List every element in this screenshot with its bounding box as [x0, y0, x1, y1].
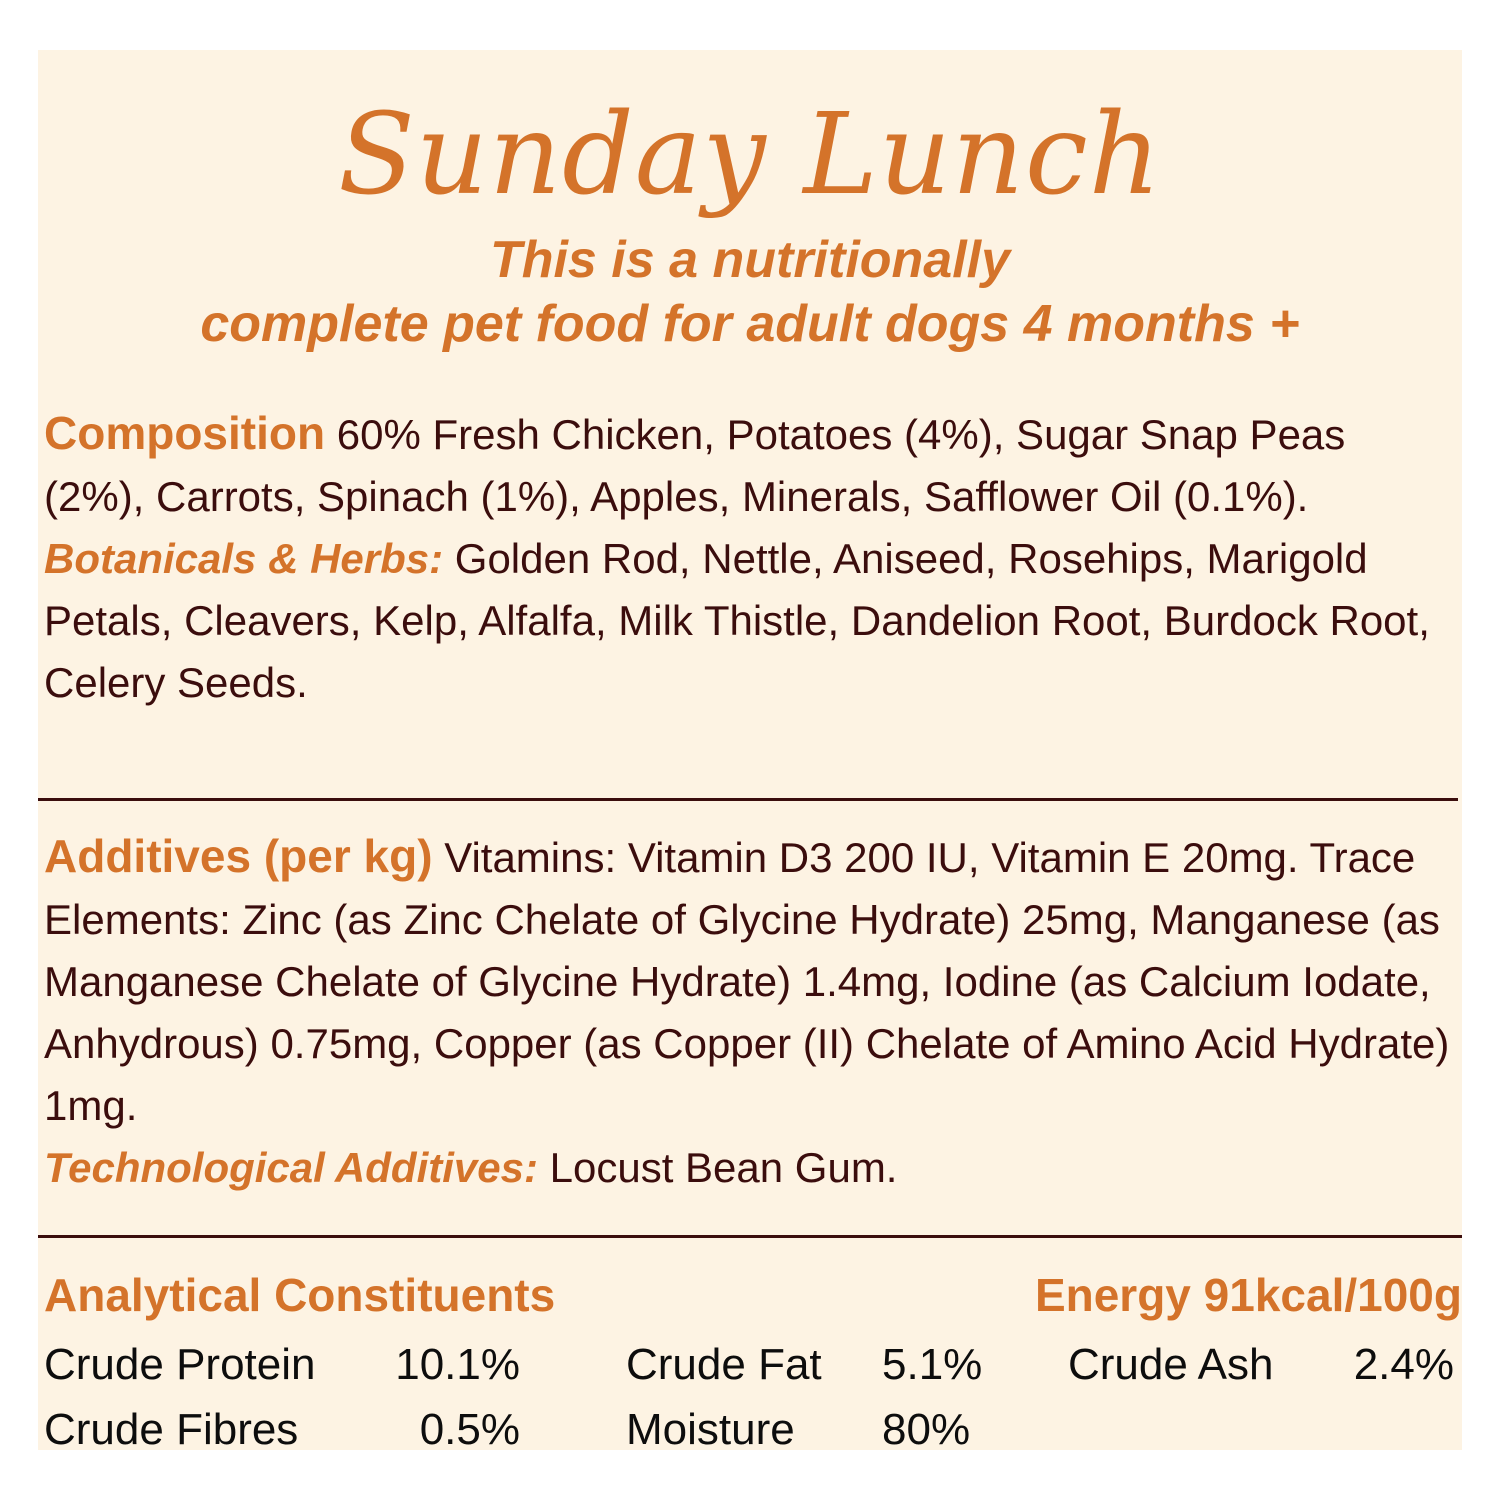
additives-text: Vitamins: Vitamin D3 200 IU, Vitamin E 20mg. Trace Elements: Zinc (as Zinc Chelate of Glycine Hydrate) 25mg, Manganese (as Manganese Chelate of Glycine Hydrate) 1.4mg, Iodine (as Calcium Iodate, Anhydrous) 0.75mg, Copper (as Copper (II) Chelate of Amino Acid Hydrate) 1mg.	[44, 834, 1450, 1129]
composition-heading: Composition	[44, 407, 326, 459]
constituent-value: 5.1%	[882, 1340, 983, 1389]
constituent-label: Moisture	[626, 1405, 795, 1454]
additives-section	[44, 825, 1454, 1199]
constituent-label: Crude Protein	[44, 1340, 316, 1389]
constituent-label: Crude Ash	[1068, 1340, 1274, 1389]
tech-additives-paragraph	[44, 1137, 1454, 1199]
subtitle-line-1: This is a nutritionally	[489, 231, 1011, 289]
additives-paragraph	[44, 825, 1454, 1137]
divider	[38, 1235, 1462, 1238]
composition-text: 60% Fresh Chicken, Potatoes (4%), Sugar Snap Peas (2%), Carrots, Spinach (1%), Apples, Minerals, Safflower Oil (0.1%).	[44, 411, 1346, 520]
botanicals-text: Golden Rod, Nettle, Aniseed, Rosehips, Marigold Petals, Cleavers, Kelp, Alfalfa, Milk Thistle, Dandelion Root, Burdock Root, Celery Seeds.	[44, 535, 1430, 706]
constituent-label: Crude Fat	[626, 1340, 822, 1389]
tech-additives-heading: Technological Additives:	[44, 1144, 538, 1191]
constituent-value: 10.1%	[395, 1340, 520, 1389]
product-subtitle	[38, 228, 1462, 356]
constituent-value: 2.4%	[1353, 1340, 1454, 1389]
additives-heading: Additives (per kg)	[44, 830, 433, 882]
label-panel	[38, 50, 1462, 1454]
subtitle-line-2: complete pet food for adult dogs 4 months +	[200, 295, 1300, 353]
constituent-value: 0.5%	[419, 1405, 520, 1454]
tech-additives-text: Locust Bean Gum.	[549, 1144, 898, 1191]
composition-paragraph	[44, 402, 1454, 528]
botanicals-heading: Botanicals & Herbs:	[44, 535, 444, 582]
constituent-value: 80%	[882, 1405, 971, 1454]
divider	[38, 798, 1458, 801]
energy-value: Energy 91kcal/100g	[1034, 1269, 1462, 1321]
composition-section	[44, 402, 1454, 714]
botanicals-paragraph	[44, 528, 1454, 714]
constituent-label: Crude Fibres	[44, 1405, 299, 1454]
analytical-heading: Analytical Constituents	[44, 1269, 556, 1321]
product-title: Sunday Lunch	[338, 90, 1162, 220]
